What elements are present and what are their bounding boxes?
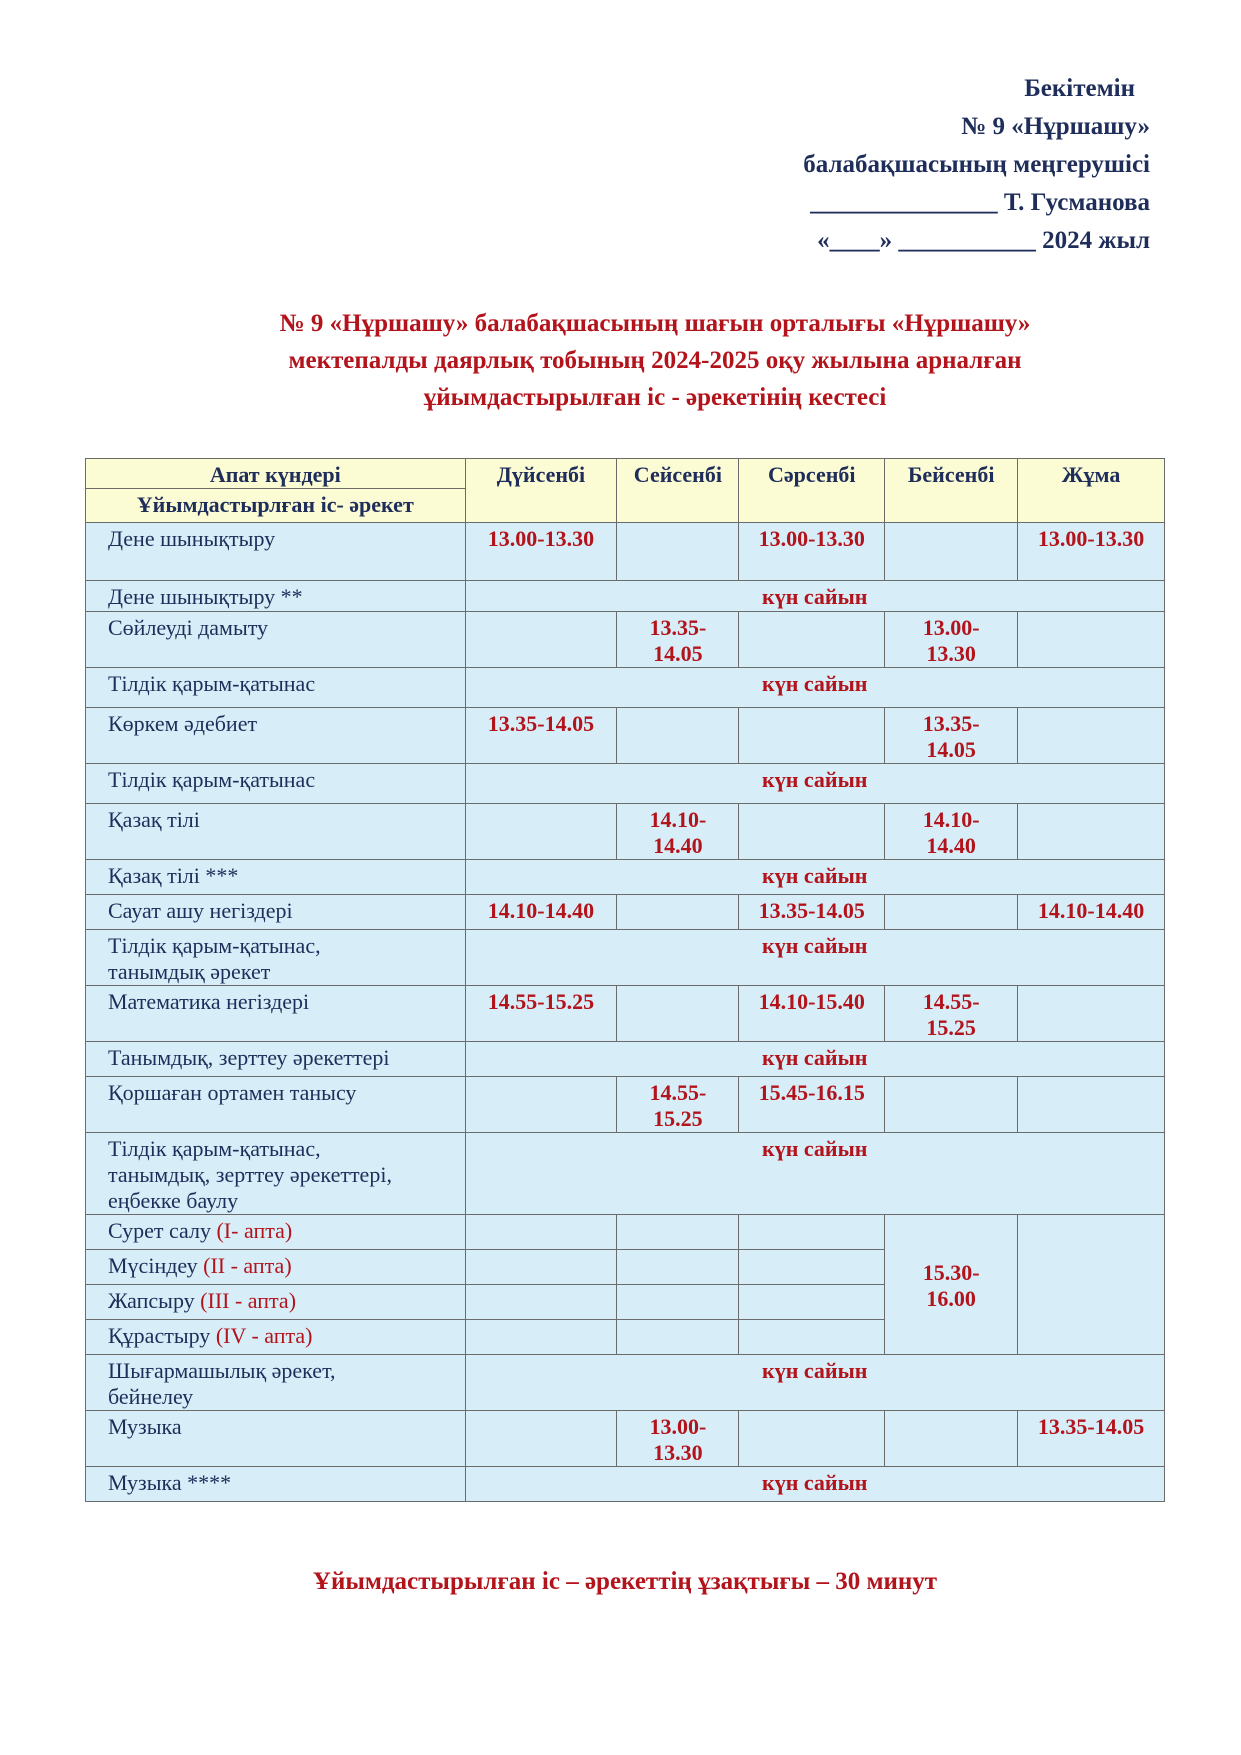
table-row [86, 523, 1165, 581]
time-cell: 13.00-13.30 [465, 523, 617, 581]
time-cell: 13.00-13.30 [739, 523, 885, 581]
activity-cell [86, 764, 466, 804]
day-header: Дүйсенбі [465, 459, 617, 523]
table-row [86, 1411, 1165, 1467]
activity-cell [86, 1467, 466, 1502]
time-cell [885, 1411, 1018, 1467]
time-cell [1018, 986, 1165, 1042]
time-cell [739, 708, 885, 764]
art-thursday-time: 15.30- 16.00 [885, 1215, 1018, 1355]
table-row [86, 1133, 1165, 1215]
activity-name: Құрастыру [108, 1323, 211, 1348]
daily-cell: күн сайын [465, 668, 1164, 708]
time-cell [465, 1215, 617, 1250]
table-row [86, 1042, 1165, 1077]
activity-name: Тілдік қарым-қатынас, танымдық, зерттеу әрекеттері, еңбекке баулу [108, 1136, 392, 1213]
table-row [86, 708, 1165, 764]
time-cell [617, 1285, 739, 1320]
header-days-label: Апат күндері [86, 459, 466, 489]
week-note: (ІІ - апта) [203, 1253, 292, 1278]
time-cell: 14.10-14.40 [1018, 895, 1165, 930]
time-cell [465, 1077, 617, 1133]
approval-signature-line: _______________ Т. Гусманова [810, 189, 1150, 216]
activity-cell [86, 1320, 466, 1355]
activity-cell [86, 930, 466, 986]
time-cell: 14.55-15.25 [465, 986, 617, 1042]
time-cell [465, 612, 617, 668]
time-cell [465, 1411, 617, 1467]
activity-cell [86, 1042, 466, 1077]
activity-name: Сөйлеуді дамыту [108, 615, 269, 640]
activity-name: Шығармашылық әрекет, бейнелеу [108, 1358, 336, 1409]
activity-name: Көркем әдебиет [108, 711, 258, 736]
time-cell: 13.35-14.05 [739, 895, 885, 930]
table-row [86, 612, 1165, 668]
time-cell: 14.10- 14.40 [617, 804, 739, 860]
activity-name: Мүсіндеу [108, 1253, 198, 1278]
time-cell [1018, 804, 1165, 860]
time-cell [617, 986, 739, 1042]
time-cell: 14.10- 14.40 [885, 804, 1018, 860]
daily-cell: күн сайын [465, 1133, 1164, 1215]
activity-name: Музыка [108, 1414, 182, 1439]
activity-name: Дене шынықтыру [108, 526, 276, 551]
activity-cell [86, 986, 466, 1042]
approval-heading: Бекітемін [1024, 75, 1135, 102]
table-row [86, 986, 1165, 1042]
table-row [86, 860, 1165, 895]
table-row [86, 668, 1165, 708]
activity-cell [86, 708, 466, 764]
time-cell [885, 1077, 1018, 1133]
table-row [86, 1077, 1165, 1133]
approval-head-title: балабақшасының меңгерушісі [803, 151, 1150, 178]
time-cell: 13.00-13.30 [1018, 523, 1165, 581]
activity-name: Жапсыру [108, 1288, 195, 1313]
title-line-3: ұйымдастырылған іс - әрекетінің кестесі [423, 384, 887, 411]
time-cell [739, 1250, 885, 1285]
activity-name: Қоршаған ортамен танысу [108, 1080, 357, 1105]
time-cell [617, 523, 739, 581]
activity-cell [86, 612, 466, 668]
activity-cell [86, 1411, 466, 1467]
time-cell: 13.35-14.05 [1018, 1411, 1165, 1467]
activity-cell [86, 668, 466, 708]
table-row [86, 930, 1165, 986]
table-row [86, 1215, 1165, 1250]
activity-name: Қазақ тілі [108, 807, 200, 832]
header-row [86, 459, 1165, 489]
time-cell [1018, 1215, 1165, 1355]
activity-name: Тілдік қарым-қатынас [108, 671, 316, 696]
approval-kindergarten: № 9 «Нұршашу» [961, 113, 1150, 140]
document-title [130, 305, 1180, 416]
activity-cell [86, 860, 466, 895]
time-cell [617, 1320, 739, 1355]
week-note: (ІІІ - апта) [200, 1288, 297, 1313]
time-cell: 13.35- 14.05 [617, 612, 739, 668]
daily-cell: күн сайын [465, 1467, 1164, 1502]
activity-cell [86, 1215, 466, 1250]
daily-cell: күн сайын [465, 860, 1164, 895]
time-cell [739, 1320, 885, 1355]
time-cell [1018, 1077, 1165, 1133]
time-cell [885, 523, 1018, 581]
table-row [86, 804, 1165, 860]
daily-cell: күн сайын [465, 581, 1164, 612]
activity-cell [86, 581, 466, 612]
daily-cell: күн сайын [465, 1355, 1164, 1411]
week-note: (ІV - апта) [215, 1323, 313, 1348]
activity-name: Сауат ашу негіздері [108, 898, 293, 923]
activity-name: Тілдік қарым-қатынас [108, 767, 316, 792]
time-cell: 13.35- 14.05 [885, 708, 1018, 764]
time-cell: 14.55- 15.25 [617, 1077, 739, 1133]
activity-cell [86, 1133, 466, 1215]
activity-cell [86, 1285, 466, 1320]
time-cell [1018, 612, 1165, 668]
week-note: (І- апта) [216, 1218, 293, 1243]
time-cell: 13.00- 13.30 [885, 612, 1018, 668]
time-cell [739, 612, 885, 668]
time-cell [617, 1250, 739, 1285]
activity-name: Математика негіздері [108, 989, 310, 1014]
activity-name: Музыка **** [108, 1470, 232, 1495]
day-header: Сәрсенбі [739, 459, 885, 523]
time-cell [739, 1411, 885, 1467]
table-row [86, 895, 1165, 930]
time-cell [617, 895, 739, 930]
day-header: Жұма [1018, 459, 1165, 523]
activity-cell [86, 1355, 466, 1411]
time-cell: 14.10-14.40 [465, 895, 617, 930]
title-line-2: мектепалды даярлық тобының 2024-2025 оқу жылына арналған [288, 347, 1022, 374]
table-row [86, 1467, 1165, 1502]
daily-cell: күн сайын [465, 764, 1164, 804]
day-header: Бейсенбі [885, 459, 1018, 523]
time-cell: 14.55- 15.25 [885, 986, 1018, 1042]
activity-cell [86, 1077, 466, 1133]
activity-name: Танымдық, зерттеу әрекеттері [108, 1045, 390, 1070]
header-activity-label: Ұйымдастырлған іс- әрекет [86, 489, 466, 523]
table-row [86, 1355, 1165, 1411]
time-cell [617, 1215, 739, 1250]
activity-cell [86, 523, 466, 581]
time-cell [885, 895, 1018, 930]
activity-name: Қазақ тілі *** [108, 863, 239, 888]
activity-cell [86, 895, 466, 930]
daily-cell: күн сайын [465, 930, 1164, 986]
time-cell [465, 1285, 617, 1320]
time-cell: 13.00- 13.30 [617, 1411, 739, 1467]
activity-cell [86, 1250, 466, 1285]
schedule-table [85, 458, 1165, 1502]
duration-note: Ұйымдастырылған іс – әрекеттің ұзақтығы – 30 минут [312, 1568, 938, 1595]
table-row [86, 764, 1165, 804]
time-cell [465, 1250, 617, 1285]
activity-name: Тілдік қарым-қатынас, танымдық әрекет [108, 933, 321, 984]
activity-name: Дене шынықтыру ** [108, 584, 303, 609]
table-row [86, 581, 1165, 612]
time-cell: 14.10-15.40 [739, 986, 885, 1042]
time-cell: 13.35-14.05 [465, 708, 617, 764]
time-cell [465, 804, 617, 860]
activity-name: Сурет салу [108, 1218, 211, 1243]
approval-date-line: «____» ___________ 2024 жыл [817, 227, 1150, 254]
time-cell [617, 708, 739, 764]
title-line-1: № 9 «Нұршашу» балабақшасының шағын орталығы «Нұршашу» [279, 310, 1031, 337]
time-cell [739, 804, 885, 860]
daily-cell: күн сайын [465, 1042, 1164, 1077]
day-header: Сейсенбі [617, 459, 739, 523]
time-cell [739, 1285, 885, 1320]
time-cell [465, 1320, 617, 1355]
time-cell [739, 1215, 885, 1250]
time-cell [1018, 708, 1165, 764]
time-cell: 15.45-16.15 [739, 1077, 885, 1133]
activity-cell [86, 804, 466, 860]
